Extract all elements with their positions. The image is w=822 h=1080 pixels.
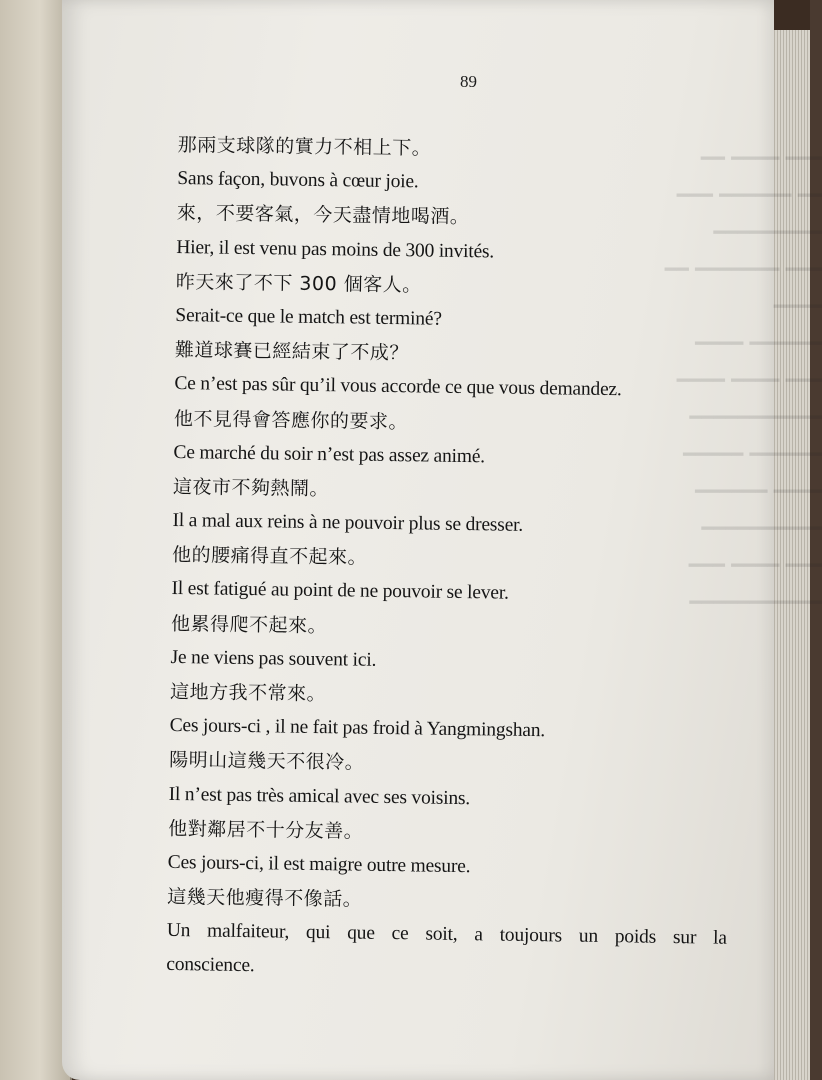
- bleed-line: ━━━━━━━━━━: [701, 516, 822, 540]
- bleed-line: ━━━━━━ ━━━━: [695, 331, 822, 355]
- text-line-zh: 這幾天他瘦得不像話。: [167, 886, 363, 911]
- bleed-line: ━━━ ━━━━ ━━: [700, 146, 822, 170]
- text-line-zh: 他對鄰居不十分友善。: [168, 817, 364, 843]
- text-line-zh: 難道球賽已經結束了不成？: [174, 339, 410, 365]
- text-line-fr: Il n’est pas très amical avec ses voisins.: [168, 783, 471, 809]
- text-line-zh: 陽明山這幾天不很冷。: [169, 749, 365, 775]
- text-line-fr: Il a mal aux reins à ne pouvoir plus se dresser.: [172, 510, 524, 536]
- text-line-zh: 他累得爬不起來。: [170, 612, 328, 637]
- bleed-line: ━━━━━━ ━━━━━: [683, 442, 822, 466]
- text-line-fr: Hier, il est venu pas moins de 300 invités.: [176, 236, 495, 262]
- text-line-zh: 來，不要客氣，今天盡情地喝酒。: [176, 202, 470, 229]
- bleed-line: ━━━━━━━━━: [713, 220, 822, 244]
- page-number: 89: [460, 72, 477, 91]
- text-line-zh: 他的腰痛得直不起來。: [171, 544, 368, 569]
- text-line-fr: Ce marché du soir n’est pas assez animé.: [173, 441, 486, 468]
- text-line-zh: 他不見得會答應你的要求。: [173, 407, 409, 433]
- text-line-fr: Je ne viens pas souvent ici.: [170, 646, 377, 671]
- bleed-line: ━━━━━━━━━━━: [689, 590, 822, 614]
- text-lines: [166, 128, 738, 990]
- text-line-fr: Sans façon, buvons à cœur joie.: [177, 168, 419, 193]
- bleed-line: ━━━ ━━━━━━━ ━━: [664, 257, 822, 281]
- bleed-line: ━━━━━━━━━━━: [689, 405, 822, 429]
- book-page: [62, 0, 822, 1080]
- text-line-zh: 昨天來了不下 300 個客人。: [175, 270, 422, 297]
- bleed-line: ━━━━: [773, 294, 822, 318]
- text-line-fr: Ce n’est pas sûr qu’il vous accorde ce que vous demandez.: [174, 373, 622, 401]
- bleed-line: ━━━ ━━━━ ━━━: [688, 553, 822, 577]
- text-line-fr: Serait-ce que le match est terminé?: [175, 304, 442, 330]
- bleed-line: ━━ ━━━━━━ ━━━: [676, 183, 822, 207]
- text-line-fr: Il est fatigué au point de ne pouvoir se lever.: [171, 578, 509, 605]
- text-line-zh: 那兩支球隊的實力不相上下。: [177, 133, 432, 160]
- text-line-fr: Un malfaiteur, qui que ce soit, a toujours un poids sur la conscience.: [166, 920, 727, 977]
- text-line-fr: Ces jours-ci, il est maigre outre mesure.: [167, 851, 471, 878]
- bleed-line: ━━━ ━━━━ ━━━━: [676, 368, 822, 392]
- text-line-fr: Ces jours-ci , il ne fait pas froid à Yangmingshan.: [169, 715, 546, 742]
- bleed-line: ━━━━ ━━━━━━: [695, 479, 822, 503]
- text-line-zh: 這地方我不常來。: [169, 680, 327, 706]
- text-line-zh: 這夜市不夠熱鬧。: [172, 475, 330, 501]
